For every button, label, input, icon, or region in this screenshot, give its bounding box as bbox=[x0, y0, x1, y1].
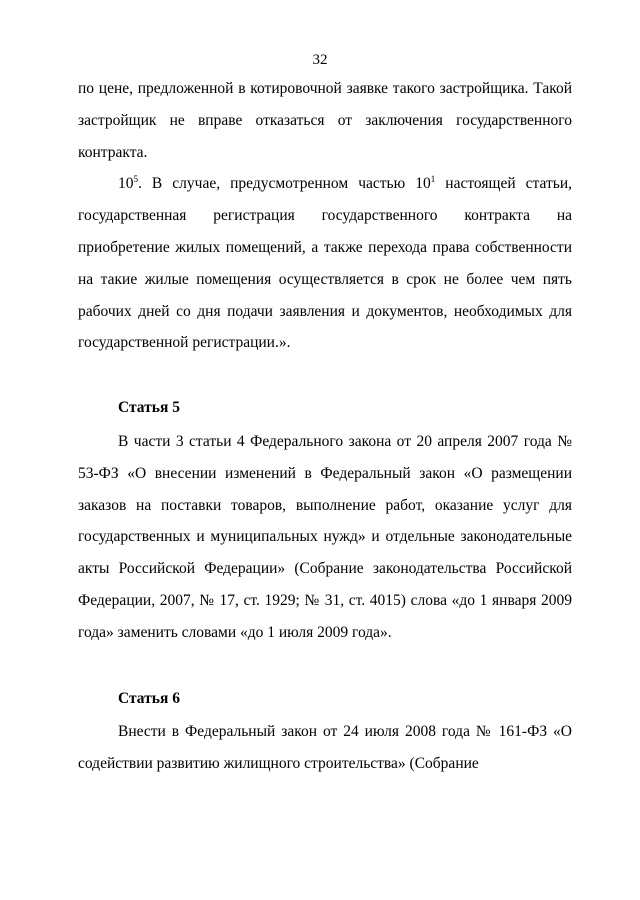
paragraph-number-superscript: 5 bbox=[133, 174, 138, 185]
paragraph-10-5 bbox=[78, 168, 572, 359]
reference-superscript: 1 bbox=[430, 174, 436, 185]
article-6-text: Внести в Федеральный закон от 24 июля 2008 года № 161-ФЗ «О содействии развитию жилищного строительства» (Собрание bbox=[78, 723, 572, 773]
reference-number: 10 bbox=[415, 175, 431, 193]
article-6-heading: Статья 6 bbox=[118, 689, 180, 707]
article-5-heading: Статья 5 bbox=[118, 399, 180, 417]
continuation-paragraph: по цене, предложенной в котировочной заявке такого застройщика. Такой застройщик не вправе отказаться от заключения государственного контракта. bbox=[78, 80, 572, 161]
paragraph-text-end: настоящей статьи, государственная регистрация государственного контракта на приобретение жилых помещений, а также перехода права собственности на такие жилые помещения осуществляется в срок не более чем пять рабочих дней со дня подачи заявления и документов, необходимых для государственной регистрации.». bbox=[78, 175, 572, 352]
document-body bbox=[78, 73, 572, 780]
section-spacer bbox=[78, 649, 572, 683]
page-number: 32 bbox=[312, 52, 328, 68]
section-spacer bbox=[78, 359, 572, 392]
paragraph-text-start: . В случае, предусмотренном частью bbox=[138, 175, 416, 193]
article-5-text: В части 3 статьи 4 Федерального закона от 20 апреля 2007 года № 53-ФЗ «О внесении изменений в Федеральный закон «О размещении заказов на поставки товаров, выполнение работ, оказание услуг для государственных и муниципальных нужд» и отдельные законодательные акты Российской Федерации» (Собрание законодательства Российской Федерации, 2007, № 17, ст. 1929; № 31, ст. 4015) слова «до 1 января 2009 года» заменить словами «до 1 июля 2009 года». bbox=[78, 432, 572, 641]
paragraph-number: 10 bbox=[118, 175, 134, 193]
